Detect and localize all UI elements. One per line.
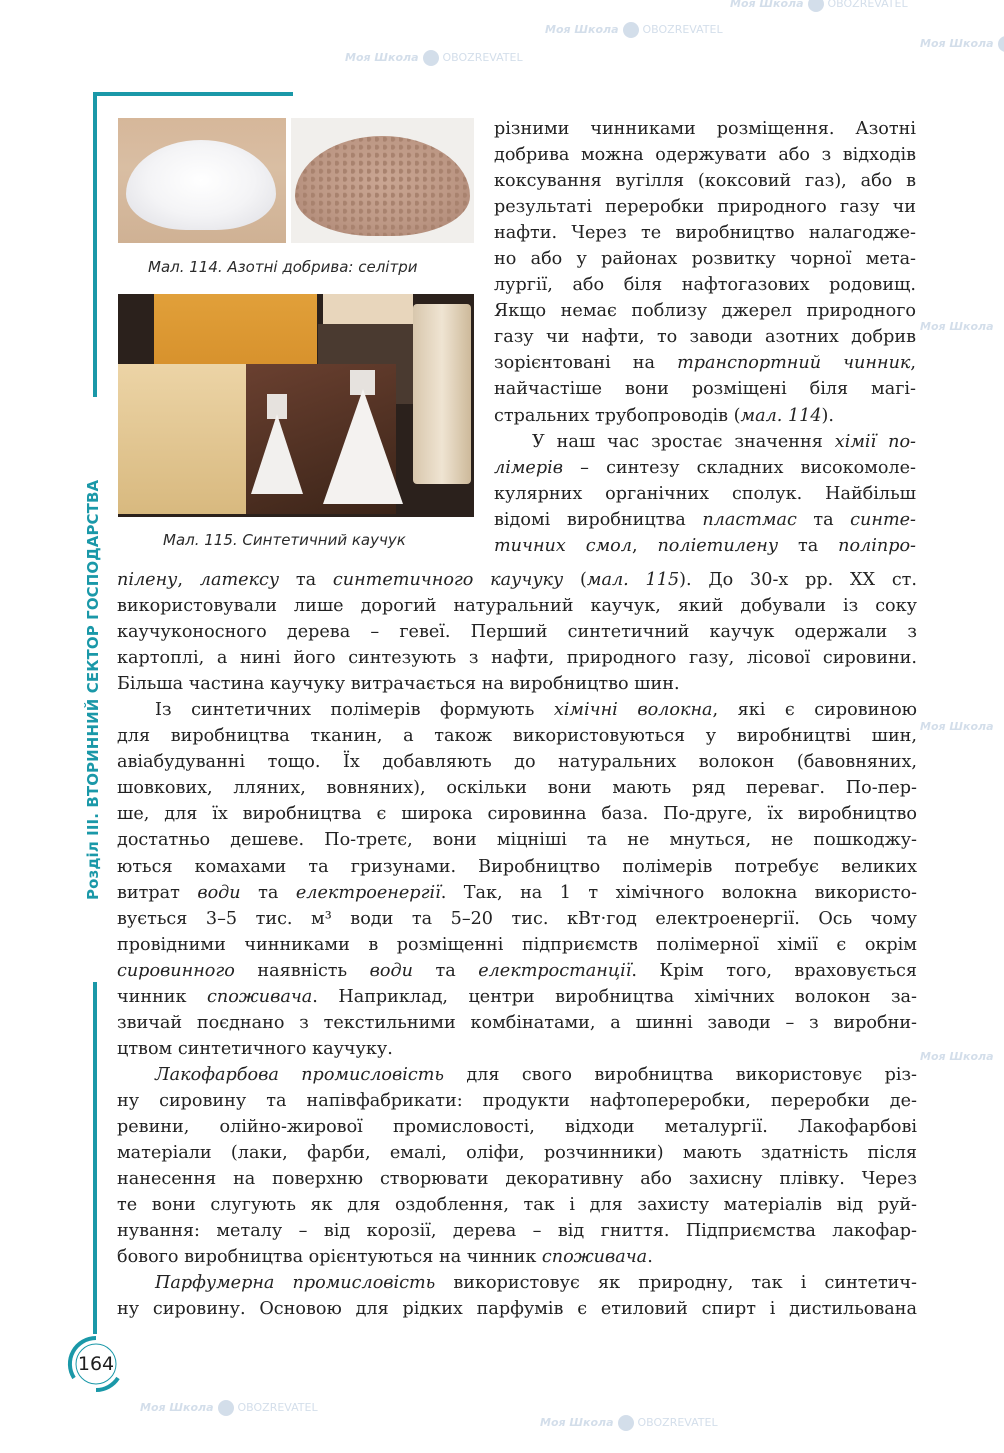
page-frame-left-lower xyxy=(93,982,97,1334)
text-line: Лакофарбова промисловість для свого виробництва використовує різ- xyxy=(155,1064,917,1085)
text-line: вується 3–5 тис. м³ води та 5–20 тис. кВт·год електроенергії. Ось чому xyxy=(117,908,917,929)
body-text-wide xyxy=(117,567,917,1322)
text-line: сировинного наявність води та електростанції. Крім того, враховується xyxy=(117,960,917,981)
watermark: Моя Школа OBOZREVATEL xyxy=(540,1416,718,1429)
text-line: ються комахами та гризунами. Виробництво полімерів потребує великих xyxy=(117,856,917,877)
watermark: Моя Школа xyxy=(920,320,994,333)
text-line: використовували лише дорогий натуральний каучук, який добували із соку xyxy=(117,596,917,617)
text-line: достатньо дешеве. По-третє, вони міцніші та не мнуться, не пошкоджу- xyxy=(117,830,917,851)
text-line: лургії, або біля нафтогазових родовищ. xyxy=(494,275,916,296)
text-line: добрива можна одержувати або з відходів xyxy=(494,145,916,166)
section-title: Розділ III. ВТОРИННИЙ СЕКТОР ГОСПОДАРСТВА xyxy=(84,479,102,900)
text-line: результаті переробки природного газу чи xyxy=(494,197,916,218)
watermark: Моя Школа OBOZREVATEL xyxy=(140,1401,318,1414)
watermark: Моя Школа xyxy=(920,36,1004,52)
watermark: Моя Школа xyxy=(920,720,994,733)
text-line: лімерів – синтезу складних високомоле- xyxy=(494,457,916,478)
watermark: Моя Школа xyxy=(920,1050,994,1063)
text-line: провідними чинниками в розміщенні підприємств полімерної хімії є окрім xyxy=(117,934,917,955)
text-line: ну сировину. Основою для рідких парфумів є етиловий спирт і дистильована xyxy=(117,1299,917,1320)
text-line: Більша частина каучуку витрачається на виробництво шин. xyxy=(117,674,680,695)
text-line: пілену, латексу та синтетичного каучуку (мал. 115). До 30-х рр. XX ст. xyxy=(117,570,917,590)
text-line: У наш час зростає значення хімії по- xyxy=(532,431,917,452)
text-line: ше, для їх виробництва є широка сировинна база. По-друге, їх виробництво xyxy=(117,804,917,825)
text-line: цтвом синтетичного каучуку. xyxy=(117,1038,393,1059)
page-frame-top xyxy=(93,92,293,96)
text-line: нування: металу – від корозії, дерева – від гниття. Підприємства лакофар- xyxy=(117,1221,917,1242)
text-line: нанесення на поверхню створювати декоративну або захисну плівку. Через xyxy=(117,1169,917,1190)
text-line: чинник споживача. Наприклад, центри виробництва хімічних волокон за- xyxy=(117,986,917,1007)
watermark: Моя Школа OBOZREVATEL xyxy=(730,0,908,12)
figure-synthetic-rubber xyxy=(118,294,474,517)
page-number-badge xyxy=(66,1334,126,1394)
text-line: витрат води та електроенергії. Так, на 1 т хімічного волокна використо- xyxy=(117,882,917,903)
text-line: Парфумерна промисловість використовує як природну, так і синтетич- xyxy=(155,1273,917,1294)
text-line: шовкових, лляних, вовняних), оскільки вони мають ряд переваг. По-пер- xyxy=(117,778,917,799)
body-text-narrow xyxy=(494,116,916,559)
text-line: коксування вугілля (коксовий газ), або в xyxy=(494,171,916,192)
watermark: Моя Школа OBOZREVATEL xyxy=(345,51,523,64)
text-line: найчастіше вони розміщені біля магі- xyxy=(494,379,916,400)
text-line: газу чи нафти, то заводи азотних добрив xyxy=(494,327,916,348)
text-line: зорієнтовані на транспортний чинник, xyxy=(494,353,916,374)
text-line: кулярних органічних сполук. Найбільш xyxy=(494,483,916,504)
text-line: стральних трубопроводів (мал. 114). xyxy=(494,405,835,426)
fertilizer-photo-pink xyxy=(291,118,474,243)
watermark: Моя Школа OBOZREVATEL xyxy=(545,23,723,36)
text-line: тичних смол, поліетилену та поліпро- xyxy=(494,535,916,556)
figure-nitrogen-fertilizers xyxy=(118,118,474,243)
page-number: 164 xyxy=(77,1353,115,1375)
text-line: Якщо немає поблизу джерел природного xyxy=(494,301,916,322)
text-line: ревини, олійно-жирової промисловості, відходи металургії. Лакофарбові xyxy=(117,1116,917,1137)
text-line: каучуконосного дерева – гевеї. Перший синтетичний каучук одержали з xyxy=(117,622,917,643)
text-line: різними чинниками розміщення. Азотні xyxy=(494,119,916,139)
text-line: нафти. Через те виробництво налагодже- xyxy=(494,223,916,244)
fertilizer-photo-white xyxy=(118,118,286,243)
page-frame-left xyxy=(93,92,97,397)
text-line: те вони слугують як для оздоблення, так і для захисту матеріалів від руй- xyxy=(117,1195,917,1216)
text-line: картоплі, а нині його синтезують з нафти, природного газу, лісової сировини. xyxy=(117,648,917,669)
text-line: бового виробництва орієнтуються на чинник споживача. xyxy=(117,1247,653,1268)
figure-caption: Мал. 114. Азотні добрива: селітри xyxy=(148,258,418,276)
text-line: Із синтетичних полімерів формують хімічні волокна, які є сировиною xyxy=(155,700,917,721)
text-line: звичай поєднано з текстильними комбінатами, а шинні заводи – з виробни- xyxy=(117,1012,917,1033)
text-line: для виробництва тканин, а також використовуються у виробництві шин, xyxy=(117,726,917,747)
text-line: матеріали (лаки, фарби, емалі, оліфи, розчинники) мають здатність після xyxy=(117,1143,917,1164)
text-line: відомі виробництва пластмас та синте- xyxy=(494,509,916,530)
figure-caption: Мал. 115. Синтетичний каучук xyxy=(163,531,406,549)
text-line: авіабудуванні тощо. Їх добавляють до натуральних волокон (бавовняних, xyxy=(117,752,917,773)
text-line: но або у районах розвитку чорної мета- xyxy=(494,249,916,270)
text-line: ну сировину та напівфабрикати: продукти нафтопереробки, переробки де- xyxy=(117,1090,917,1111)
